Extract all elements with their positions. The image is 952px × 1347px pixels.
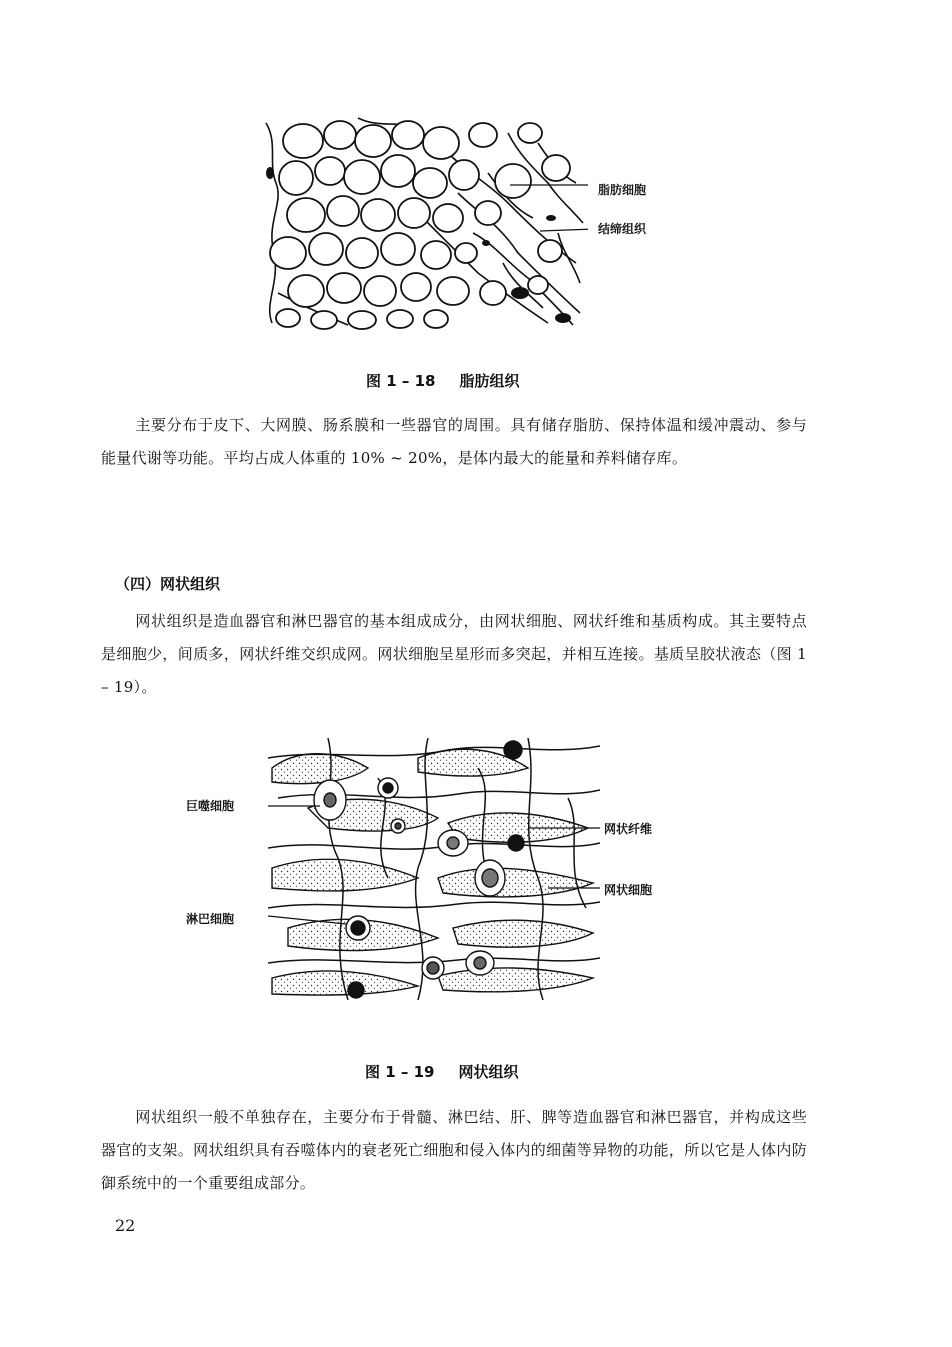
caption-title: 网状组织 [458, 1063, 519, 1081]
adipose-tissue-figure [258, 113, 588, 331]
fat-cell-label: 脂肪细胞 [598, 183, 647, 197]
figure-1-19-caption [365, 1061, 519, 1082]
page-number: 22 [115, 1216, 136, 1235]
lymphocyte-label: 淋巴细胞 [186, 912, 235, 926]
figure-1-18-caption [366, 370, 520, 391]
caption-title: 脂肪组织 [459, 372, 520, 390]
reticular-cell-label: 网状细胞 [604, 883, 653, 897]
macrophage-label: 巨噬细胞 [186, 799, 235, 813]
reticular-tissue-figure [268, 738, 600, 1000]
reticular-fiber-label: 网状纤维 [604, 822, 653, 836]
connective-tissue-label: 结缔组织 [598, 222, 647, 236]
paragraph-reticular-function: 网状组织一般不单独存在，主要分布于骨髓、淋巴结、肝、脾等造血器官和淋巴器官，并构成这些器官的支架。网状组织具有吞噬体内的衰老死亡细胞和侵入体内的细菌等异物的功能，所以它是人体内防御系统中的一个重要组成部分。 [101, 1108, 807, 1192]
paragraph-adipose-function: 主要分布于皮下、大网膜、肠系膜和一些器官的周围。具有储存脂肪、保持体温和缓冲震动、参与能量代谢等功能。平均占成人体重的 10% ~ 20%，是体内最大的能量和养料储存库。 [101, 416, 807, 467]
caption-number: 图 1 – 18 [366, 372, 436, 390]
paragraph-reticular-description: 网状组织是造血器官和淋巴器官的基本组成成分，由网状细胞、网状纤维和基质构成。其主要特点是细胞少，间质多，网状纤维交织成网。网状细胞呈星形而多突起，并相互连接。基质呈胶状液态（图 1 – 19）。 [101, 612, 807, 696]
section-heading-reticular-tissue: （四）网状组织 [115, 575, 221, 593]
caption-number: 图 1 – 19 [365, 1063, 435, 1081]
